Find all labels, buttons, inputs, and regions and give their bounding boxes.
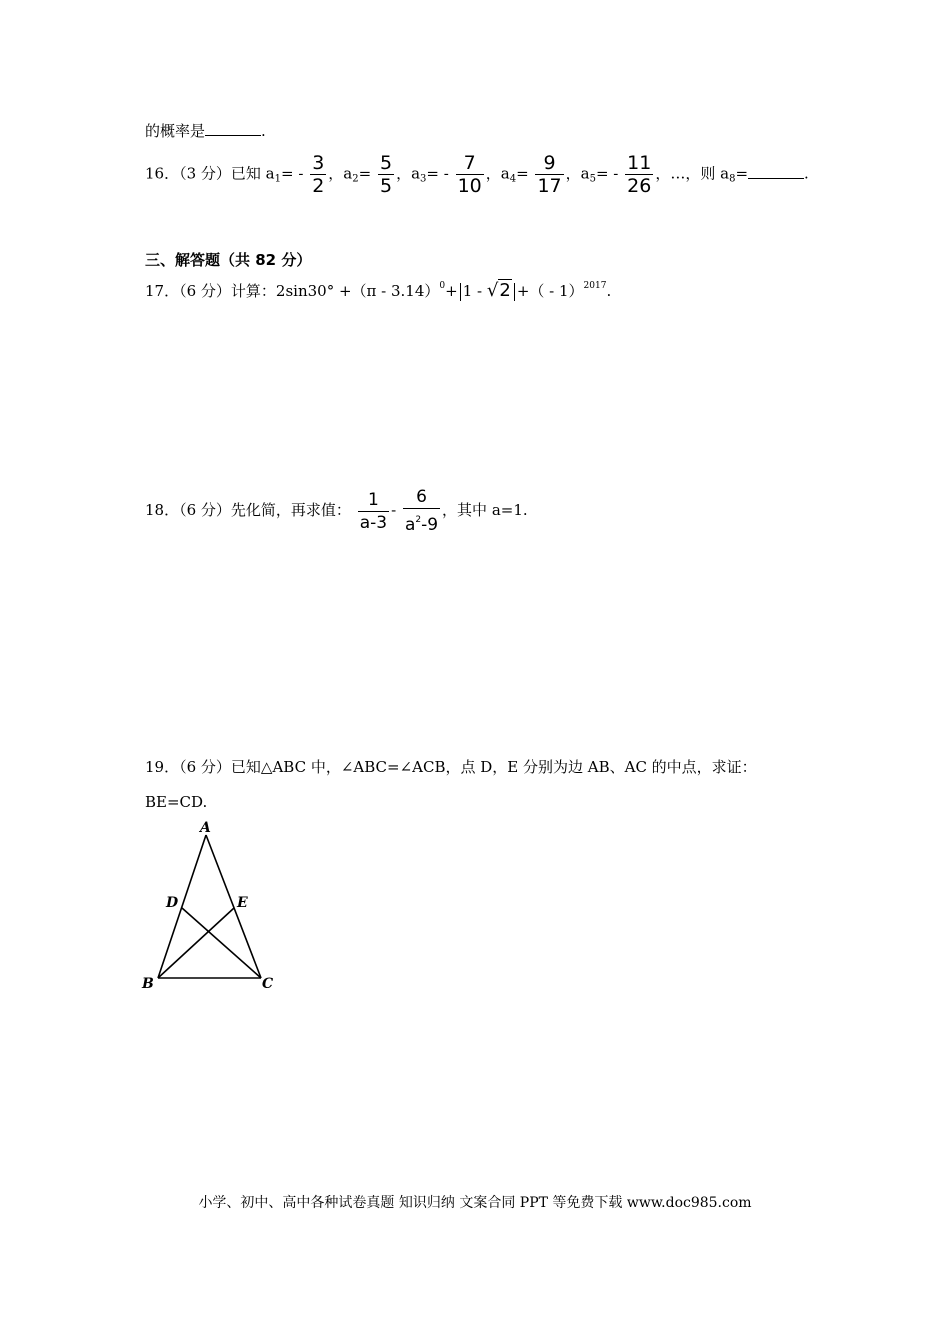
frac-num: 5 <box>379 152 393 174</box>
frac-num: 7 <box>463 152 476 174</box>
fraction-a1 <box>310 152 326 197</box>
q16-sep: ，a <box>485 164 510 183</box>
question-19 <box>145 756 757 777</box>
q18-number: 18． <box>145 501 180 519</box>
q15-end: . <box>261 122 266 140</box>
radicand: 2 <box>499 280 511 301</box>
q19-line2: BE=CD. <box>145 793 208 811</box>
question-17 <box>145 280 611 301</box>
q16-end: . <box>804 164 809 183</box>
answer-blank <box>205 121 261 136</box>
answer-blank <box>748 164 804 179</box>
frac-den: a-3 <box>359 512 388 533</box>
q16-number: 16． <box>145 164 180 183</box>
q16-eq: = <box>358 164 372 183</box>
label-a: A <box>200 820 211 836</box>
fraction-a3 <box>456 152 484 197</box>
q17-number: 17． <box>145 282 180 300</box>
abs-bar-left <box>460 283 461 301</box>
q16-sub: 8 <box>729 173 736 185</box>
q17-exp: 2017 <box>583 281 607 291</box>
abs-bar-right <box>514 283 515 301</box>
q16-sep: ，a <box>565 164 590 183</box>
label-b: B <box>142 976 154 992</box>
frac-den: 10 <box>457 175 482 197</box>
q17-text: +（ - 1） <box>516 282 584 300</box>
fraction-1-over-a-3 <box>358 489 389 534</box>
q17-text: 1 - <box>462 282 483 300</box>
frac-den <box>403 508 440 536</box>
q16-tail: ，…，则 a <box>655 164 730 183</box>
q16-eq: = <box>516 164 529 183</box>
label-e: E <box>237 895 248 911</box>
q16-sep: ，a <box>396 164 421 183</box>
q16-sep: ，a <box>328 164 353 183</box>
frac-num: 3 <box>312 152 325 174</box>
q19-number: 19． <box>145 758 180 776</box>
q16-sub: 1 <box>274 173 281 185</box>
q18-minus: - <box>391 501 397 519</box>
q16-score: （3 分）已知 a <box>179 164 275 183</box>
fraction-6-over-a2-9 <box>403 486 440 536</box>
q15-text: 的概率是 <box>145 122 206 140</box>
fraction-a5 <box>625 152 653 197</box>
frac-den: 5 <box>379 175 393 197</box>
question-18 <box>145 486 528 536</box>
q16-eq: = - <box>426 164 449 183</box>
frac-den: 26 <box>627 175 652 197</box>
frac-num: 1 <box>367 489 379 510</box>
q17-end: . <box>606 282 612 300</box>
label-d: D <box>166 895 179 911</box>
frac-den: 17 <box>537 175 562 197</box>
fraction-a2 <box>378 152 394 197</box>
q16-eq: = - <box>595 164 619 183</box>
q17-text: （6 分）计算：2sin30° +（π - 3.14） <box>179 282 440 300</box>
frac-den-a: a <box>404 515 416 535</box>
frac-num: 6 <box>416 487 427 507</box>
section-heading: 三、解答题（共 82 分） <box>145 251 312 269</box>
q16-eq: = <box>735 164 749 183</box>
page-footer: 小学、初中、高中各种试卷真题 知识归纳 文案合同 PPT 等免费下载 www.doc985.com <box>198 1195 752 1211</box>
label-c: C <box>262 976 274 992</box>
frac-num: 9 <box>543 152 556 174</box>
q17-exp: 0 <box>439 281 446 291</box>
triangle-figure <box>138 818 288 993</box>
fraction-a4 <box>535 152 563 197</box>
frac-den-exp: 2 <box>415 515 422 525</box>
question-16 <box>145 152 809 197</box>
frac-num: 11 <box>627 152 652 174</box>
frac-den: 2 <box>312 175 325 197</box>
q16-sub: 2 <box>352 173 359 185</box>
q16-eq: = - <box>281 164 304 183</box>
q16-sub: 5 <box>589 173 596 185</box>
q17-plus: + <box>445 282 458 300</box>
frac-den-b: -9 <box>421 515 439 535</box>
q19-text: （6 分）已知△ABC 中，∠ABC=∠ACB，点 D，E 分别为边 AB、AC 的中点，求证： <box>179 758 757 776</box>
edge-ac <box>206 835 261 978</box>
sqrt-symbol: √2 <box>486 280 511 301</box>
q18-text: ，其中 a=1. <box>442 501 528 519</box>
q15-tail <box>145 120 266 141</box>
q18-text: （6 分）先化简，再求值： <box>179 501 351 519</box>
q16-sub: 4 <box>509 173 517 185</box>
q16-sub: 3 <box>420 173 427 185</box>
